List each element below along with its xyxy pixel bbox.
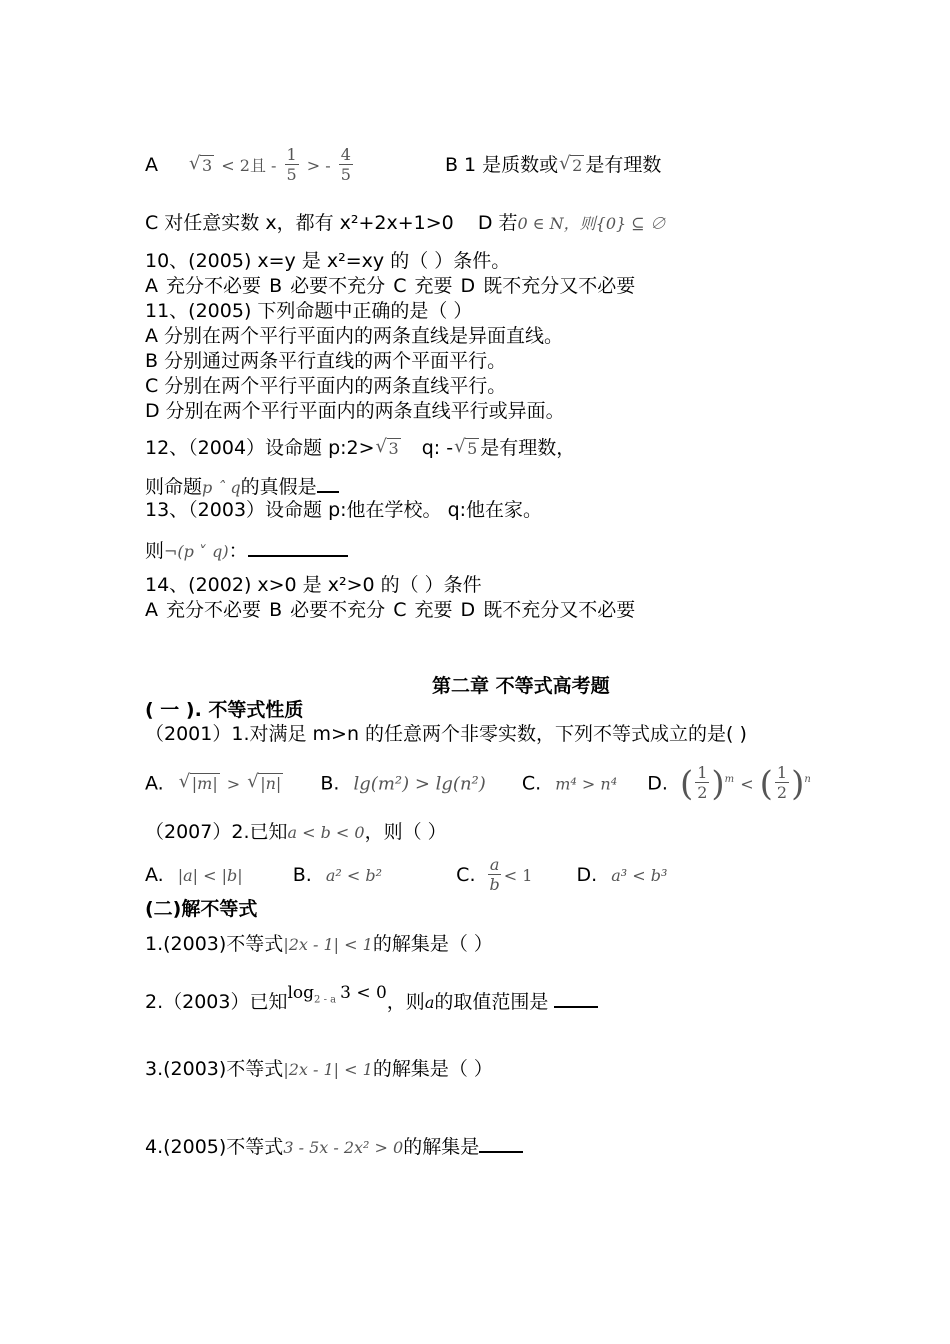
q12-stem [145, 436, 575, 461]
sec1-q2-options [145, 856, 667, 895]
math-text: |2x - 1| < 1 [283, 1060, 373, 1079]
answer-blank[interactable] [248, 537, 348, 557]
q9-line-ab [145, 146, 661, 185]
q13-stem: 13、（2003）设命题 p:他在学校。 q:他在家。 [145, 499, 543, 521]
answer-blank[interactable] [317, 473, 339, 493]
q-text: 1.(2003)不等式 [145, 933, 284, 955]
q10-stem: 10、(2005) x=y 是 x²=xy 的（ ）条件。 [145, 250, 511, 272]
fraction: $\frac{1}{5}$ [286, 145, 297, 184]
q12-text: 则命题 [145, 476, 203, 498]
q11-stem: 11、(2005) 下列命题中正确的是（ ） [145, 300, 473, 322]
left-paren: ( [679, 763, 694, 804]
math-text: 3 - 5x - 2x² > 0 [283, 1138, 404, 1157]
chapter-title: 第二章 不等式高考题 [432, 675, 610, 697]
math-text: a² < b² [325, 866, 383, 885]
math-text: < 2且 - [221, 156, 277, 175]
q-text: 的解集是（ ） [372, 1058, 493, 1080]
math-text: < [740, 774, 754, 794]
q-text: 3.(2003)不等式 [145, 1058, 284, 1080]
option-d-text: D 若 [477, 212, 518, 234]
section-2-title: (二)解不等式 [145, 898, 258, 920]
q12-line2 [145, 473, 339, 500]
q-text: 的解集是 [403, 1136, 480, 1158]
math-text: m⁴ > n⁴ [555, 774, 618, 794]
math-text: a < b < 0 [287, 823, 365, 842]
q-text: 的取值范围是 [434, 991, 549, 1013]
q11-option-b: B 分别通过两条平行直线的两个平面平行。 [145, 350, 507, 372]
option-b-label: B. [320, 772, 340, 795]
math-text: lg(m²) > lg(n²) [353, 773, 486, 795]
fraction: $\frac{1}{2}$ [776, 763, 788, 803]
fraction: $\frac{a}{b}$ [489, 855, 500, 894]
right-paren: ) [711, 763, 725, 804]
q11-option-a: A 分别在两个平行平面内的两条直线是异面直线。 [145, 325, 564, 347]
q11-option-d: D 分别在两个平行平面内的两条直线平行或异面。 [145, 400, 565, 422]
sqrt-expression: √ |m| [179, 766, 220, 802]
math-text: > [226, 774, 241, 794]
option-c-label: C. [521, 772, 542, 795]
exponent: n [804, 774, 811, 785]
q2-text: ，则（ ） [364, 821, 447, 843]
q13-line2 [145, 537, 348, 564]
option-c-label: C. [456, 864, 476, 886]
sqrt-expression: √ 3 [189, 154, 214, 178]
option-c-text: C 对任意实数 x，都有 x²+2x+1>0 [145, 212, 454, 234]
math-text: |2x - 1| < 1 [283, 935, 373, 954]
sec1-q1-options [145, 762, 811, 803]
fraction: $\frac{1}{2}$ [697, 763, 708, 803]
q12-text: 是有理数， [480, 437, 576, 459]
answer-blank[interactable] [554, 988, 598, 1008]
sqrt-expression: √ 3 [376, 437, 401, 461]
q-text: 的解集是（ ） [372, 933, 493, 955]
q14-stem: 14、(2002) x>0 是 x²>0 的（ ）条件 [145, 574, 482, 596]
math-text: a³ < b³ [611, 866, 668, 885]
answer-blank[interactable] [479, 1133, 523, 1153]
sec2-q2 [145, 983, 598, 1022]
q10-options: A 充分不必要 B 必要不充分 C 充要 D 既不充分又不必要 [145, 275, 636, 297]
q12-text: q: - [421, 437, 454, 459]
sec2-q1 [145, 932, 493, 957]
sqrt-expression: √ 5 [454, 437, 479, 461]
option-b-text: B 1 是质数或 [444, 154, 559, 176]
option-a-label: A. [145, 864, 164, 886]
sqrt-expression: √ |n| [247, 766, 283, 802]
option-b-text-end: 是有理数 [585, 154, 662, 176]
math-text: ¬(p ˅ q) [164, 542, 229, 561]
option-a-label: A [145, 154, 158, 176]
sec2-q3 [145, 1057, 493, 1082]
option-b-label: B. [292, 864, 312, 886]
q11-option-c: C 分别在两个平行平面内的两条直线平行。 [145, 375, 507, 397]
math-text: 0 ∈ N，则{0} ⊆ ∅ [517, 214, 666, 233]
sec1-q1: （2001）1.对满足 m>n 的任意两个非零实数，下列不等式成立的是( ) [145, 723, 747, 745]
option-d-label: D. [576, 864, 598, 886]
q12-text: 的真假是 [240, 476, 317, 498]
q13-text: 则 [145, 540, 165, 562]
fraction: $\frac{4}{5}$ [340, 145, 351, 184]
math-text: > - [306, 156, 331, 175]
q14-options: A 充分不必要 B 必要不充分 C 充要 D 既不充分又不必要 [145, 599, 636, 621]
q-text: 4.(2005)不等式 [145, 1136, 284, 1158]
sqrt-expression: √ 2 [559, 154, 584, 178]
q-text: ，则 [386, 991, 425, 1013]
right-paren: ) [791, 763, 805, 804]
sec2-q4 [145, 1133, 523, 1160]
option-d-label: D. [647, 772, 668, 795]
q2-text: （2007）2.已知 [145, 821, 288, 843]
math-text: p ˆ q [202, 478, 241, 497]
math-var: a [424, 993, 435, 1012]
sec1-q2 [145, 820, 447, 845]
left-paren: ( [759, 763, 773, 804]
math-text: |a| < |b| [177, 866, 243, 885]
log-expression: $\log_{2 - a} 3 < 0$ [287, 983, 387, 1006]
q12-text: 12、（2004）设命题 p:2> [145, 437, 375, 459]
exponent: m [724, 774, 735, 785]
section-1-title: ( 一 ). 不等式性质 [145, 699, 304, 721]
option-a-label: A. [145, 772, 164, 795]
q9-line-cd [145, 211, 666, 236]
q13-text: ： [228, 540, 248, 562]
math-text: < 1 [503, 866, 533, 885]
q-text: 2.（2003）已知 [145, 991, 288, 1013]
